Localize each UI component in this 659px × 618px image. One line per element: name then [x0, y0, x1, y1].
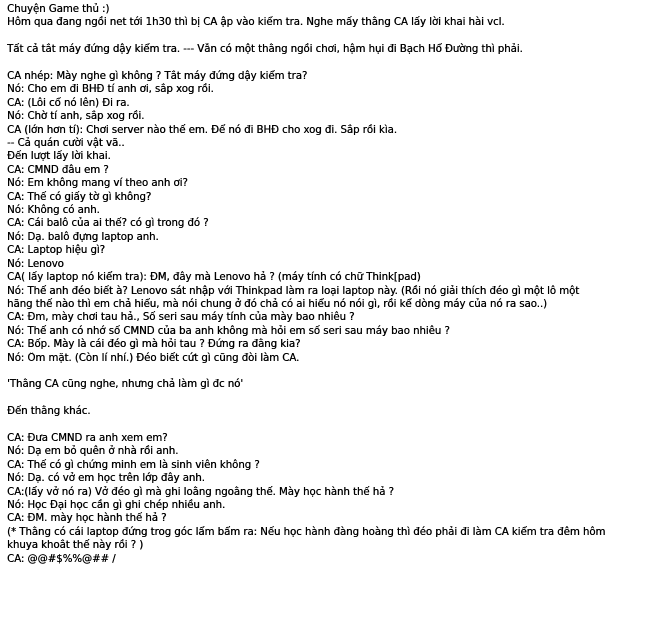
blank-line	[7, 57, 649, 70]
story-line: Đến thằng khác.	[7, 406, 91, 418]
story-line: 'Thằng CA cũng nghe, nhưng chả làm gì đc nó'	[7, 379, 243, 391]
story-line: Nó: Dạ. balô đựng laptop anh.	[7, 231, 159, 243]
story-line: Nó: Em không mang ví theo anh ơi?	[7, 178, 188, 190]
story-line: Nó: Thế anh đéo biết à? Lenovo sát nhập với Thinkpad làm ra loại laptop này. (Rồi nó giải thích đéo gì một lô một	[7, 285, 580, 297]
story-line: (* Thằng có cái laptop đứng trog góc lẩm bẩm ra: Nếu học hành đàng hoàng thì đéo phải đi làm CA kiểm tra đêm hôm	[7, 526, 606, 538]
story-title: Chuyện Game thủ :)	[7, 4, 110, 15]
story-line: CA (lớn hơn tí): Chơi server nào thế em. Để nó đi BHĐ cho xog đi. Sắp rồi kìa.	[7, 124, 397, 136]
story-line: khuya khoắt thế này rồi ? )	[7, 540, 144, 552]
story-line: Nó: Dạ. có vở em học trên lớp đây anh.	[7, 473, 205, 485]
story-line: Tất cả tắt máy đứng dậy kiểm tra. --- Vẫn có một thằng ngồi chơi, hậm hụi đi Bạch Hổ Đường thì phải.	[7, 44, 523, 56]
story-line: CA nhép: Mày nghe gì không ? Tắt máy đứng dậy kiểm tra?	[7, 71, 308, 82]
story-line: Nó: Học Đại học cần gì ghi chép nhiều anh.	[7, 499, 226, 511]
story-line: Nó: Dạ em bỏ quên ở nhà rồi anh.	[7, 446, 179, 458]
story-line: CA: Laptop hiệu gì?	[7, 245, 105, 257]
story-line: Nó: Thế anh có nhớ số CMND của ba anh không mà hỏi em số seri sau máy bao nhiêu ?	[7, 325, 450, 337]
story-line: CA: Đm, mày chơi tau hả., Số seri sau máy tính của mày bao nhiêu ?	[7, 312, 355, 324]
blank-line	[7, 30, 649, 43]
story-line: CA: Thế có giấy tờ gì không?	[7, 191, 152, 203]
story-line: Nó: Lenovo	[7, 258, 64, 270]
story-line: CA: Bốp. Mày là cái đéo gì mà hỏi tau ? Đứng ra đằng kia?	[7, 339, 301, 351]
story-body	[7, 16, 649, 566]
blank-line	[7, 419, 649, 432]
story-line: Đến lượt lấy lời khai.	[7, 151, 111, 163]
story-line: CA:(lấy vở nó ra) Vở đéo gì mà ghi loằng ngoằng thế. Mày học hành thế hả ?	[7, 486, 394, 498]
blank-line	[7, 365, 649, 378]
story-line: CA: Đưa CMND ra anh xem em?	[7, 432, 168, 444]
story-line: Nó: Ôm mặt. (Còn lí nhí.) Đéo biết cứt gì cũng đòi làm CA.	[7, 352, 300, 364]
story-line: CA: CMND đâu em ?	[7, 164, 109, 176]
story-line: Nó: Không có anh.	[7, 205, 100, 217]
story-line: hãng thế nào thì em chả hiểu, mà nói chung ở đó chả có ai hiểu nó nói gì, rồi kể dòng máy của nó ra sao..)	[7, 298, 547, 310]
story-line: CA: Cái balô của ai thế? có gì trong đó ?	[7, 218, 209, 230]
story-line: Nó: Chờ tí anh, sắp xog rồi.	[7, 111, 145, 123]
story-line: CA: ĐM. mày học hành thế hả ?	[7, 513, 167, 525]
story-line: Nó: Cho em đi BHĐ tí anh ơi, sắp xog rồi.	[7, 84, 214, 96]
story-line: -- Cả quán cười vật vã..	[7, 138, 125, 150]
story-line: CA: (Lôi cổ nó lên) Đi ra.	[7, 97, 130, 109]
story-line: Hôm qua đang ngồi net tới 1h30 thì bị CA ập vào kiểm tra. Nghe mấy thằng CA lấy lời khai hài vcl.	[7, 17, 505, 29]
story-line: CA: Thế có gì chứng minh em là sinh viên không ?	[7, 459, 260, 471]
story-line: CA: @@#$%%@## /	[7, 553, 116, 565]
blank-line	[7, 392, 649, 405]
story-line: CA( lấy laptop nó kiểm tra): ĐM, đây mà Lenovo hả ? (máy tính có chữ Think[pad)	[7, 272, 421, 284]
